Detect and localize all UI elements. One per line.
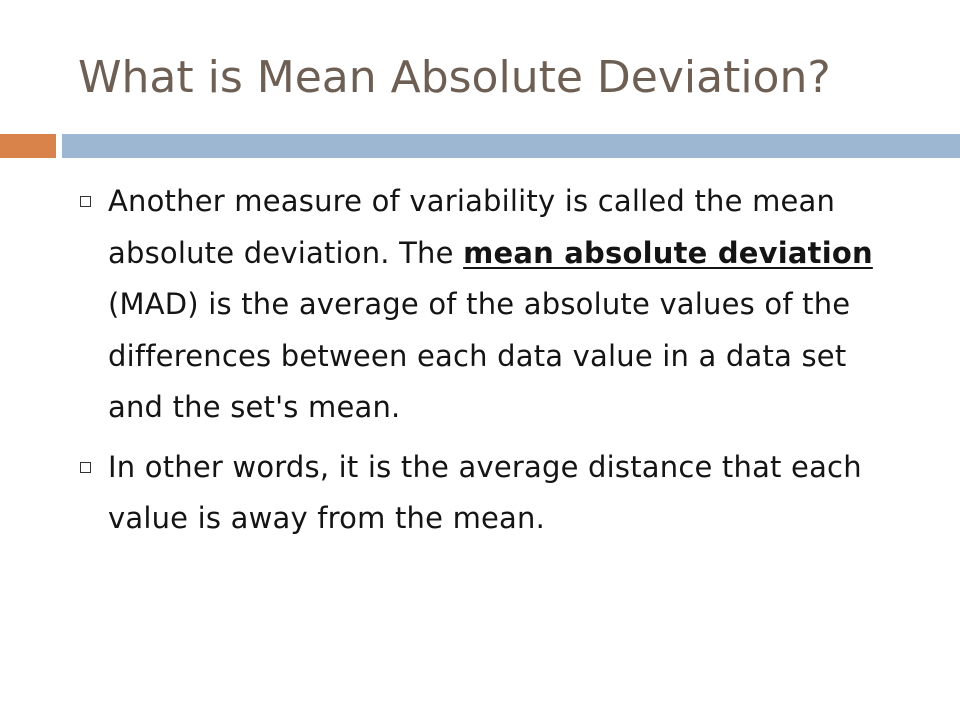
title-divider-bar [62,134,960,158]
bullet-item-definition [78,176,908,434]
bullet-text-definition: (MAD) is the average of the absolute values of the differences between each data value in a data set and the set's mean. [108,287,851,424]
defined-term: mean absolute deviation [463,235,873,270]
title-accent-bar [0,134,56,158]
bullet-text-intro: Another measure of variability is called the mean absolute deviation. The [108,184,836,270]
bullet-text-restatement: In other words, it is the average distance that each value is away from the mean. [108,449,862,535]
slide-title: What is Mean Absolute Deviation? [78,52,831,103]
bullet-item-restatement [78,442,908,545]
bullet-list [78,176,908,545]
square-bullet-icon [80,196,91,207]
square-bullet-icon [80,462,91,473]
